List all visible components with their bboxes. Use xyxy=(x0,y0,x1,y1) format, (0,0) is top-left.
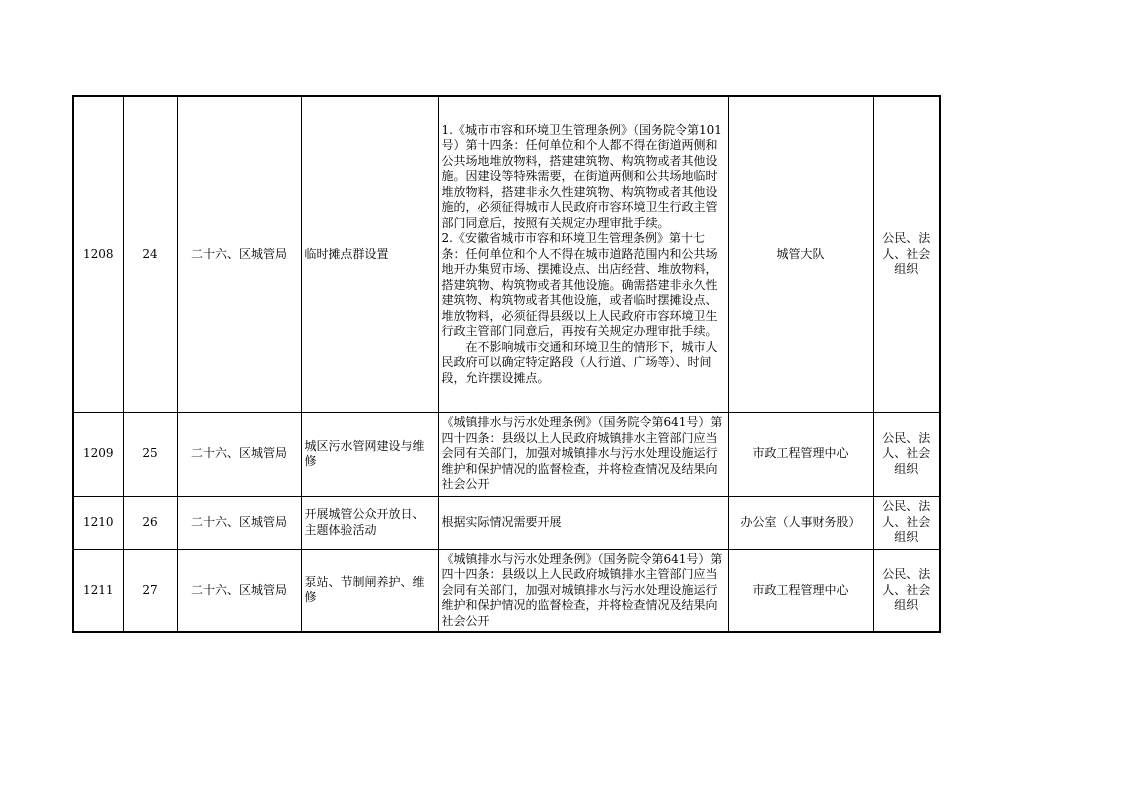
basis-cell xyxy=(438,412,728,496)
unit-cell: 市政工程管理中心 xyxy=(728,549,873,632)
sub-seq-cell: 24 xyxy=(123,96,177,412)
table-row xyxy=(73,549,940,632)
seq-cell: 1210 xyxy=(73,496,123,549)
item-cell: 城区污水管网建设与维修 xyxy=(301,412,438,496)
basis-paragraph: 《城镇排水与污水处理条例》（国务院令第641号）第四十四条：县级以上人民政府城镇排水主管部门应当会同有关部门，加强对城镇排水与污水处理设施运行维护和保护情况的监督检查，并将检查情况及结果向社会公开 xyxy=(441,551,723,628)
dept-cell: 二十六、区城管局 xyxy=(177,549,301,632)
item-cell: 泵站、节制闸养护、维修 xyxy=(301,549,438,632)
table-row xyxy=(73,496,940,549)
object-cell: 公民、法人、社会组织 xyxy=(873,549,940,632)
object-cell: 公民、法人、社会组织 xyxy=(873,96,940,412)
dept-cell: 二十六、区城管局 xyxy=(177,496,301,549)
sub-seq-cell: 27 xyxy=(123,549,177,632)
sub-seq-cell: 26 xyxy=(123,496,177,549)
dept-cell: 二十六、区城管局 xyxy=(177,412,301,496)
unit-cell: 市政工程管理中心 xyxy=(728,412,873,496)
unit-cell: 城管大队 xyxy=(728,96,873,412)
basis-paragraph: 1.《城市市容和环境卫生管理条例》（国务院令第101号）第十四条：任何单位和个人都不得在街道两侧和公共场地堆放物料，搭建建筑物、构筑物或者其他设施。因建设等特殊需要，在街道两侧和公共场地临时堆放物料，搭建非永久性建筑物、构筑物或者其他设施的，必须征得城市人民政府市容环境卫生行政主管部门同意后，按照有关规定办理审批手续。 xyxy=(441,122,722,230)
sub-seq-cell: 25 xyxy=(123,412,177,496)
seq-cell: 1208 xyxy=(73,96,123,412)
table-row xyxy=(73,412,940,496)
matters-table xyxy=(72,95,941,633)
basis-paragraph: 根据实际情况需要开展 xyxy=(441,514,562,529)
basis-paragraph: 《城镇排水与污水处理条例》（国务院令第641号）第四十四条：县级以上人民政府城镇排水主管部门应当会同有关部门，加强对城镇排水与污水处理设施运行维护和保护情况的监督检查，并将检查情况及结果向社会公开 xyxy=(441,415,723,492)
unit-cell: 办公室（人事财务股） xyxy=(728,496,873,549)
basis-cell xyxy=(438,549,728,632)
basis-paragraph: 2.《安徽省城市市容和环境卫生管理条例》第十七条：任何单位和个人不得在城市道路范围内和公共场地开办集贸市场、摆摊设点、出店经营、堆放物料，搭建筑物、构筑物或者其他设施。确需搭建非永久性建筑物、构筑物或者其他设施，或者临时摆摊设点、堆放物料，必须征得县级以上人民政府市容环境卫生行政主管部门同意后，再按有关规定办理审批手续。 xyxy=(441,231,718,338)
item-cell: 开展城管公众开放日、主题体验活动 xyxy=(301,496,438,549)
dept-cell: 二十六、区城管局 xyxy=(177,96,301,412)
seq-cell: 1209 xyxy=(73,412,123,496)
table-row xyxy=(73,96,940,412)
item-cell: 临时摊点群设置 xyxy=(301,96,438,412)
basis-cell xyxy=(438,96,728,412)
object-cell: 公民、法人、社会组织 xyxy=(873,496,940,549)
basis-paragraph: 在不影响城市交通和环境卫生的情形下，城市人民政府可以确定特定路段（人行道、广场等）、时间段，允许摆设摊点。 xyxy=(441,339,718,385)
object-cell: 公民、法人、社会组织 xyxy=(873,412,940,496)
seq-cell: 1211 xyxy=(73,549,123,632)
basis-cell xyxy=(438,496,728,549)
